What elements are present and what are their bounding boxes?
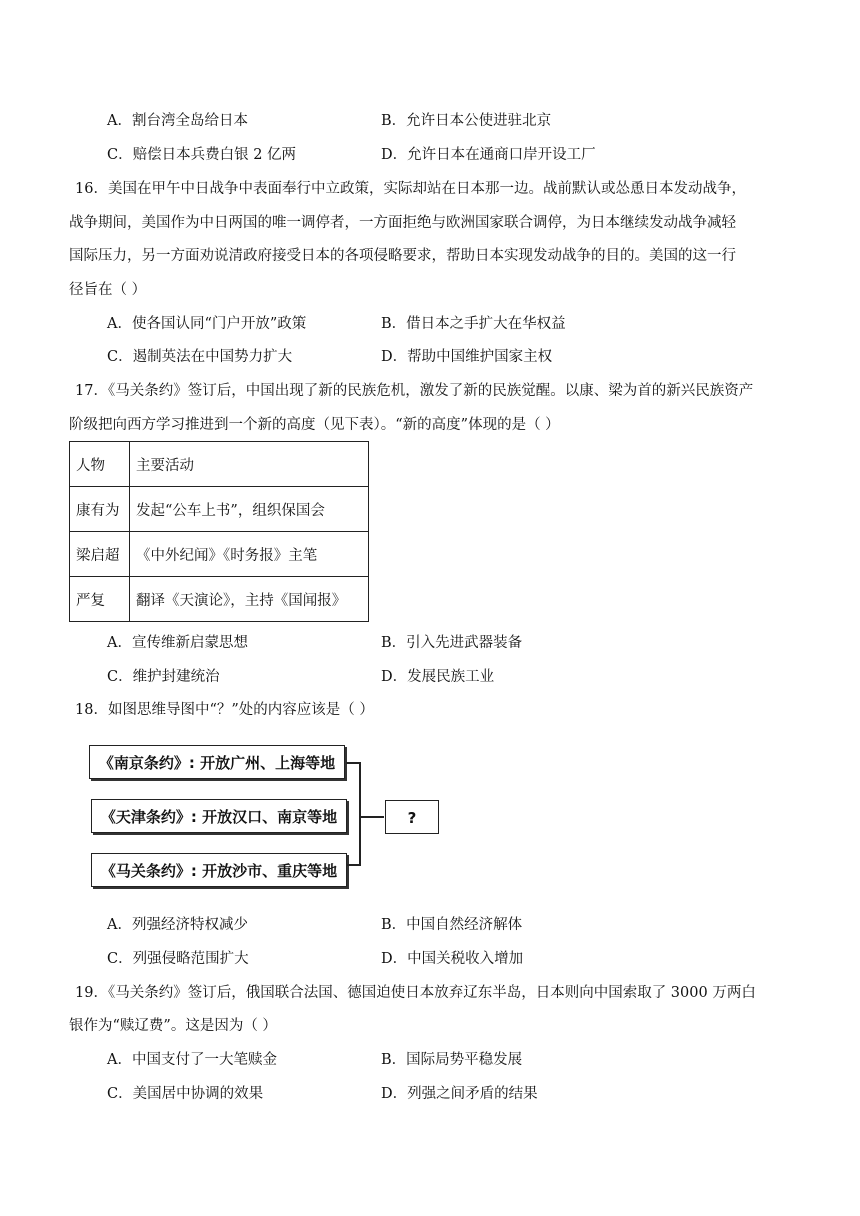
table-cell-activity: 《中外纪闻》《时务报》主笔 [130,532,369,577]
q18-option-d: D．中国关税收入增加 [381,951,524,967]
q18-option-b: B．中国自然经济解体 [381,917,523,933]
q19-stem-line-1: 19．《马关条约》签订后，俄国联合法国、德国迫使日本放弃辽东半岛，日本则向中国索取了 3000 万两白 [75,985,756,1001]
mindmap-item-tianjin: 《天津条约》: 开放汉口、南京等地 [91,799,347,833]
q16-option-d: D．帮助中国维护国家主权 [381,349,553,365]
q15-option-d: D．允许日本在通商口岸开设工厂 [381,147,596,163]
q17-option-a: A．宣传维新启蒙思想 [107,635,248,651]
mindmap-target-box: ? [385,800,439,834]
table-row [70,577,369,622]
q16-option-a: A．使各国认同“门户开放”政策 [107,316,307,332]
q16-stem-line-3: 国际压力，另一方面劝说清政府接受日本的各项侵略要求，帮助日本实现发动战争的目的。美国的这一行 [69,248,736,264]
q16-stem-line-4: 径旨在（ ） [69,282,147,298]
table-row [70,532,369,577]
q17-table [69,441,369,622]
table-header-cell: 主要活动 [130,442,369,487]
q16-option-b: B．借日本之手扩大在华权益 [381,316,566,332]
mindmap-item-nanjing: 《南京条约》: 开放广州、上海等地 [89,745,345,779]
q16-option-c: C．遏制英法在中国势力扩大 [107,349,293,365]
q17-stem-line-1: 17．《马关条约》签订后，中国出现了新的民族危机，激发了新的民族觉醒。以康、梁为首的新兴民族资产 [75,383,754,399]
table-cell-person: 康有为 [70,487,130,532]
table-header-cell: 人物 [70,442,130,487]
table-cell-activity: 翻译《天演论》，主持《国闻报》 [130,577,369,622]
q15-option-b: B．允许日本公使进驻北京 [381,113,552,129]
q19-option-b: B．国际局势平稳发展 [381,1052,523,1068]
q19-option-d: D．列强之间矛盾的结果 [381,1086,538,1102]
q15-option-c: C．赔偿日本兵费白银 2 亿两 [107,147,297,163]
table-cell-person: 严复 [70,577,130,622]
q18-option-a: A．列强经济特权减少 [107,917,248,933]
q16-stem-line-2: 战争期间，美国作为中日两国的唯一调停者，一方面拒绝与欧洲国家联合调停，为日本继续发动战争减轻 [69,215,736,231]
q15-option-a: A．割台湾全岛给日本 [107,113,248,129]
table-cell-person: 梁启超 [70,532,130,577]
mindmap-bracket [340,755,390,875]
q19-stem-line-2: 银作为“赎辽费”。这是因为（ ） [69,1018,277,1034]
q17-option-b: B．引入先进武器装备 [381,635,523,651]
q16-stem-line-1: 16．美国在甲午中日战争中表面奉行中立政策，实际却站在日本那一边。战前默认或怂恿日本发动战争， [75,181,746,197]
q17-stem-line-2: 阶级把向西方学习推进到一个新的高度（见下表）。“新的高度”体现的是（ ） [69,417,560,433]
q18-stem-line-1: 18．如图思维导图中“？”处的内容应该是（ ） [75,702,374,718]
table-header-row [70,442,369,487]
mindmap-item-maguan: 《马关条约》: 开放沙市、重庆等地 [91,853,347,887]
q19-option-a: A．中国支付了一大笔赎金 [107,1052,277,1068]
table-row [70,487,369,532]
q17-option-d: D．发展民族工业 [381,669,495,685]
q19-option-c: C．美国居中协调的效果 [107,1086,264,1102]
table-cell-activity: 发起“公车上书”，组织保国会 [130,487,369,532]
q17-option-c: C．维护封建统治 [107,669,220,685]
q18-option-c: C．列强侵略范围扩大 [107,951,249,967]
